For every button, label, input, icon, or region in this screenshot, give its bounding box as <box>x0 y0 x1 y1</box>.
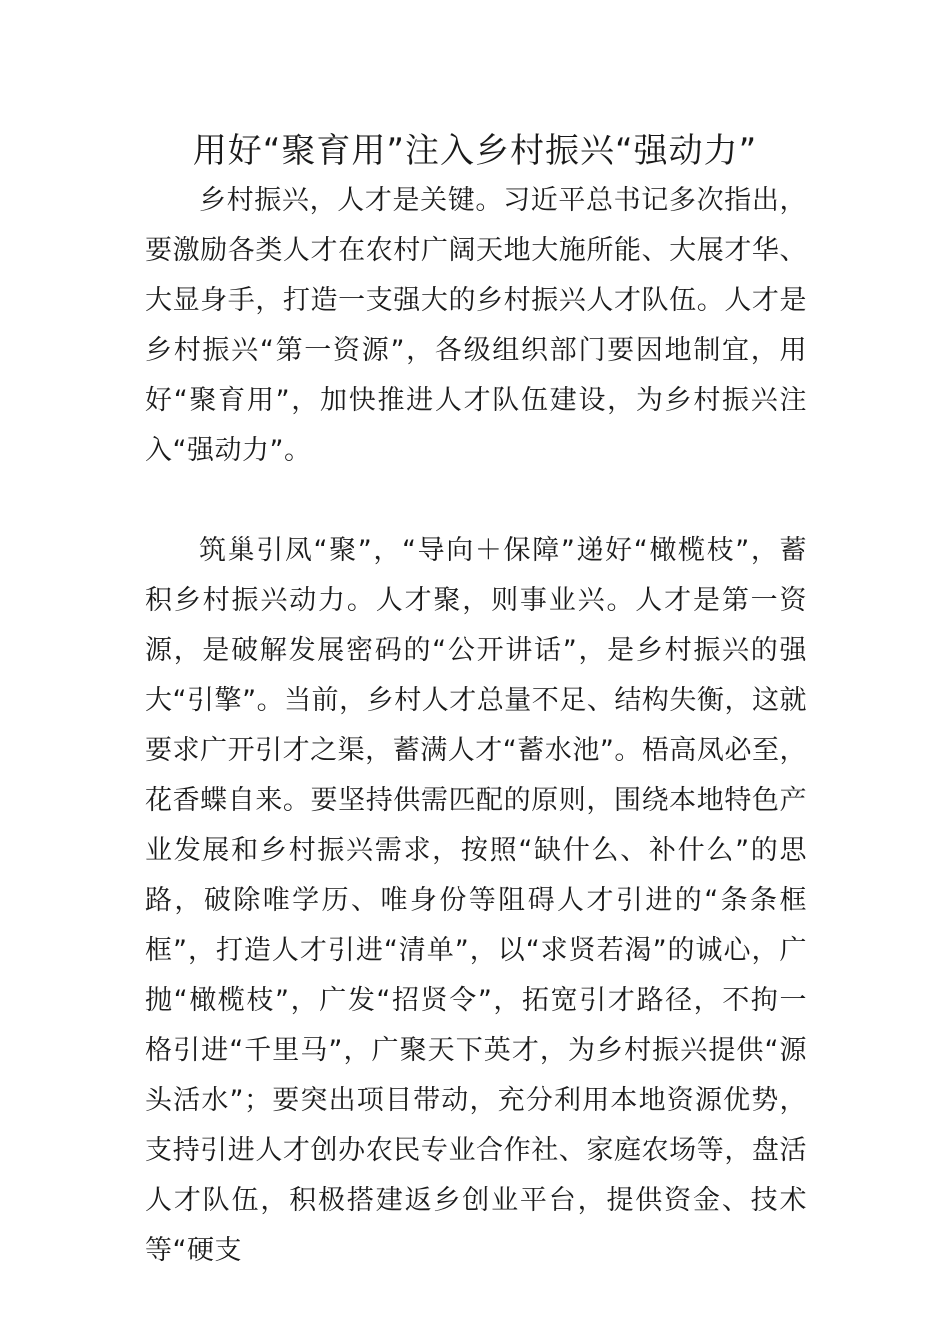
document-title: 用好“聚育用”注入乡村振兴“强动力” <box>192 131 758 171</box>
paragraph-gather-talent: 筑巢引凤“聚”，“导向＋保障”递好“橄榄枝”，蓄积乡村振兴动力。人才聚，则事业兴。人才是第一资源，是破解发展密码的“公开讲话”，是乡村振兴的强大“引擎”。当前，乡村人才总量不足、结构失衡，这就要求广开引才之渠，蓄满人才“蓄水池”。梧高凤必至，花香蝶自来。要坚持供需匹配的原则，围绕本地特色产业发展和乡村振兴需求，按照“缺什么、补什么”的思路，破除唯学历、唯身份等阻碍人才引进的“条条框框”，打造人才引进“清单”，以“求贤若渴”的诚心，广抛“橄榄枝”，广发“招贤令”，拓宽引才路径，不拘一格引进“千里马”，广聚天下英才，为乡村振兴提供“源头活水”；要突出项目带动，充分利用本地资源优势，支持引进人才创办农民专业合作社、家庭农场等，盘活人才队伍，积极搭建返乡创业平台，提供资金、技术等“硬支 <box>145 535 807 1266</box>
paragraph-intro: 乡村振兴，人才是关键。习近平总书记多次指出，要激励各类人才在农村广阔天地大施所能、大展才华、大显身手，打造一支强大的乡村振兴人才队伍。人才是乡村振兴“第一资源”，各级组织部门要因地制宜，用好“聚育用”，加快推进人才队伍建设，为乡村振兴注入“强动力”。 <box>145 185 807 466</box>
